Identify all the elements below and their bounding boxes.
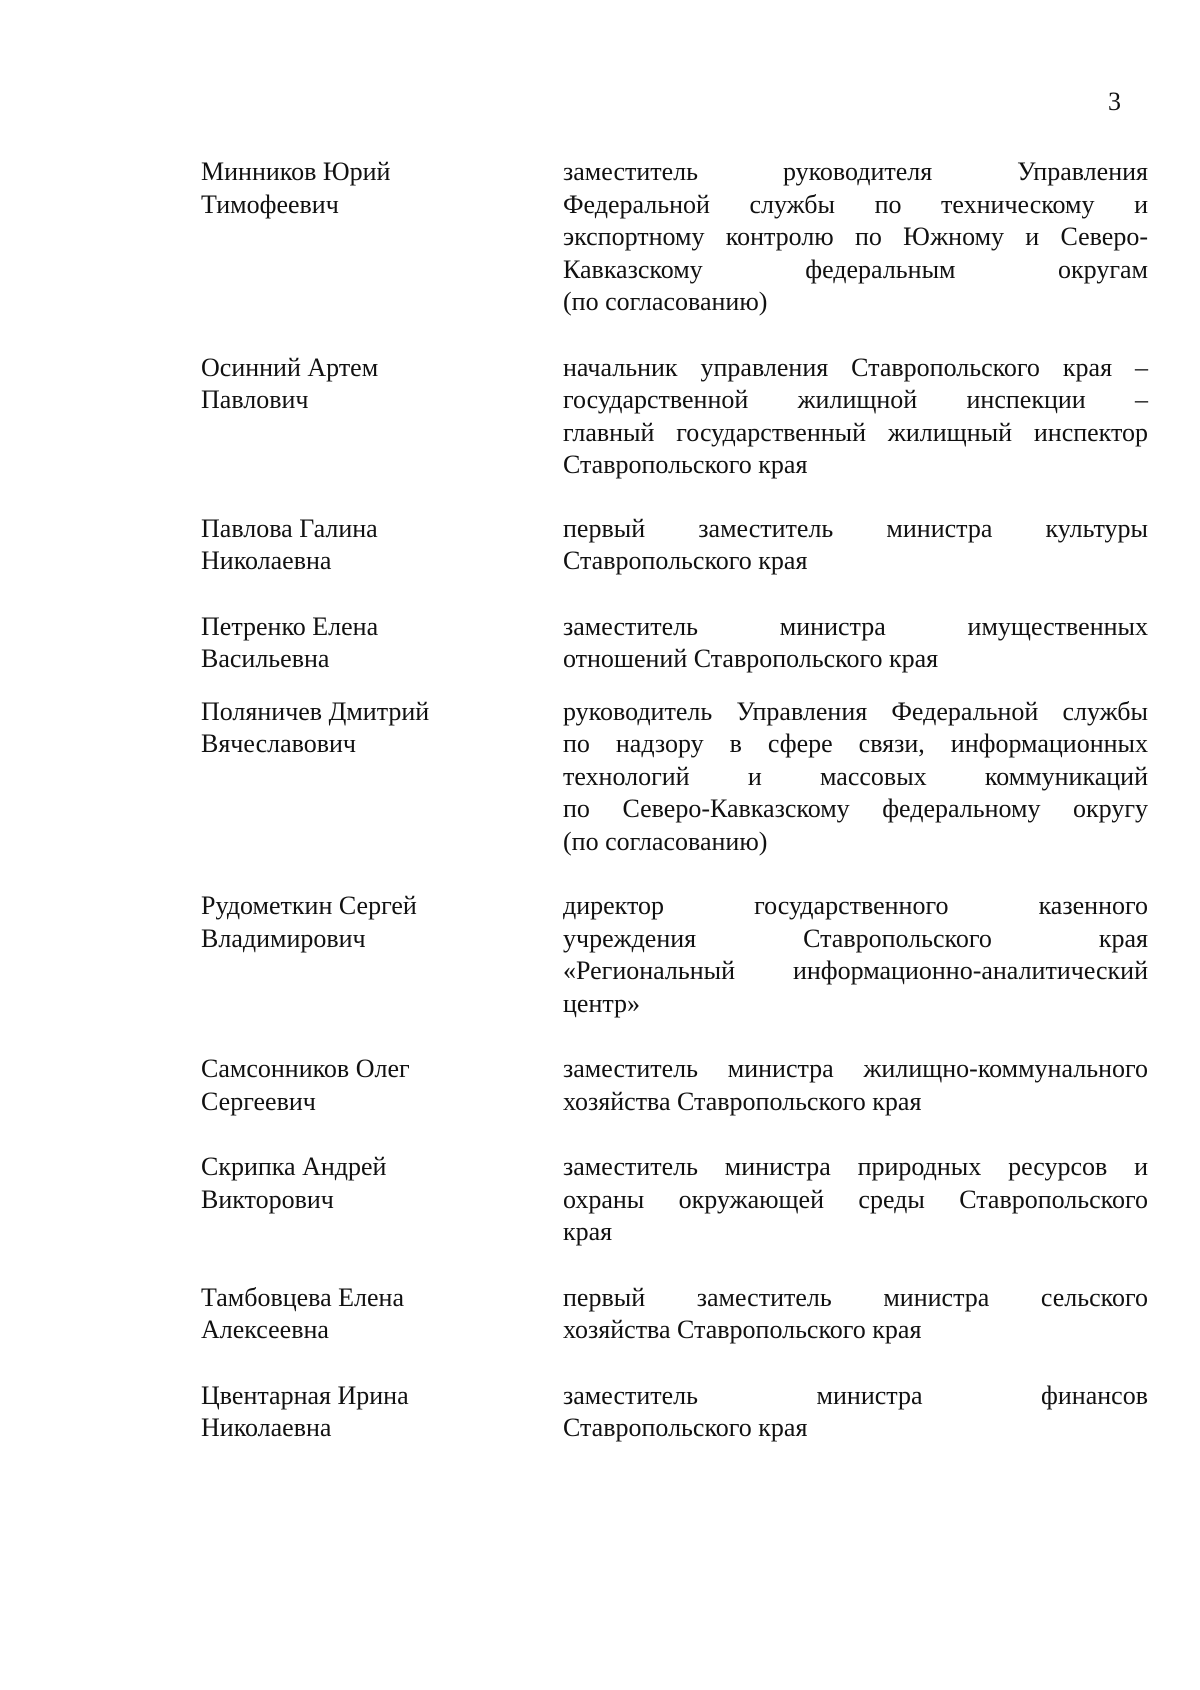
- name-line: Алексеевна: [201, 1315, 329, 1344]
- name-line: Рудометкин Сергей: [201, 891, 417, 920]
- position-line: Кавказскому федеральным округам: [563, 254, 1148, 284]
- name-line: Тамбовцева Елена: [201, 1282, 405, 1312]
- name-line: Самсонников Олег: [201, 1054, 410, 1083]
- member-entry: [201, 696, 1148, 859]
- member-entry: [201, 1151, 1148, 1249]
- position-line: заместитель руководителя Управления: [563, 157, 1148, 186]
- position-line: первый заместитель министра сельского: [563, 1282, 1148, 1312]
- name-line: Николаевна: [201, 546, 332, 575]
- position-line: заместитель министра имущественных: [563, 611, 1148, 641]
- name-line: Скрипка Андрей: [201, 1152, 387, 1181]
- member-name: [201, 1380, 563, 1445]
- position-line: заместитель министра природных ресурсов и: [563, 1152, 1148, 1181]
- position-line: экспортному контролю по Южному и Северо-: [563, 222, 1148, 251]
- name-line: Петренко Елена: [201, 611, 379, 641]
- member-name: [201, 156, 563, 221]
- members-list: [201, 156, 1148, 1445]
- member-position: [563, 1151, 1148, 1249]
- member-entry: [201, 611, 1148, 676]
- member-entry: [201, 352, 1148, 482]
- member-name: [201, 611, 563, 676]
- position-line: хозяйства Ставропольского края: [563, 1086, 922, 1116]
- member-position: [563, 156, 1148, 319]
- member-position: [563, 352, 1148, 482]
- position-line: (по согласованию): [563, 826, 768, 856]
- position-line: по Северо-Кавказскому федеральному округу: [563, 794, 1148, 823]
- member-name: [201, 513, 563, 578]
- position-line: Ставропольского края: [563, 546, 808, 575]
- name-line: Вячеславович: [201, 729, 356, 758]
- member-position: [563, 513, 1148, 578]
- name-line: Осинний Артем: [201, 352, 379, 382]
- member-position: [563, 1053, 1148, 1118]
- name-line: Цвентарная Ирина: [201, 1380, 409, 1410]
- position-line: по надзору в сфере связи, информационных: [563, 729, 1148, 758]
- name-line: Николаевна: [201, 1413, 332, 1442]
- position-line: Федеральной службы по техническому и: [563, 189, 1148, 219]
- name-line: Павлович: [201, 385, 309, 414]
- position-line: «Региональный информационно-аналитический: [563, 956, 1148, 985]
- name-line: Павлова Галина: [201, 513, 378, 543]
- position-line: государственной жилищной инспекции –: [563, 385, 1148, 414]
- member-entry: [201, 890, 1148, 1020]
- position-line: учреждения Ставропольского края: [563, 923, 1148, 953]
- member-position: [563, 1380, 1148, 1445]
- name-line: Васильевна: [201, 644, 330, 673]
- member-position: [563, 1282, 1148, 1347]
- position-line: технологий и массовых коммуникаций: [563, 761, 1148, 791]
- position-line: Ставропольского края: [563, 1413, 808, 1442]
- member-position: [563, 611, 1148, 676]
- member-position: [563, 890, 1148, 1020]
- position-line: первый заместитель министра культуры: [563, 513, 1148, 543]
- member-entry: [201, 513, 1148, 578]
- position-line: центр»: [563, 988, 641, 1018]
- position-line: края: [563, 1217, 613, 1246]
- position-line: заместитель министра финансов: [563, 1380, 1148, 1410]
- member-entry: [201, 1380, 1148, 1445]
- member-name: [201, 890, 563, 955]
- page-number: 3: [1108, 87, 1121, 116]
- name-line: Владимирович: [201, 923, 366, 953]
- member-entry: [201, 156, 1148, 319]
- member-entry: [201, 1282, 1148, 1347]
- position-line: (по согласованию): [563, 287, 768, 316]
- member-entry: [201, 1053, 1148, 1118]
- member-name: [201, 352, 563, 417]
- member-name: [201, 696, 563, 761]
- member-position: [563, 696, 1148, 859]
- member-name: [201, 1282, 563, 1347]
- position-line: отношений Ставропольского края: [563, 644, 939, 673]
- name-line: Сергеевич: [201, 1086, 316, 1116]
- position-line: директор государственного казенного: [563, 891, 1148, 920]
- position-line: начальник управления Ставропольского края –: [563, 352, 1148, 382]
- position-line: охраны окружающей среды Ставропольского: [563, 1184, 1148, 1214]
- member-name: [201, 1151, 563, 1216]
- position-line: главный государственный жилищный инспектор: [563, 417, 1148, 447]
- member-name: [201, 1053, 563, 1118]
- position-line: заместитель министра жилищно-коммунального: [563, 1054, 1148, 1083]
- position-line: Ставропольского края: [563, 450, 808, 479]
- name-line: Тимофеевич: [201, 189, 339, 219]
- position-line: руководитель Управления Федеральной службы: [563, 696, 1148, 726]
- name-line: Поляничев Дмитрий: [201, 696, 430, 726]
- position-line: хозяйства Ставропольского края: [563, 1315, 922, 1344]
- name-line: Минников Юрий: [201, 157, 391, 186]
- name-line: Викторович: [201, 1184, 334, 1214]
